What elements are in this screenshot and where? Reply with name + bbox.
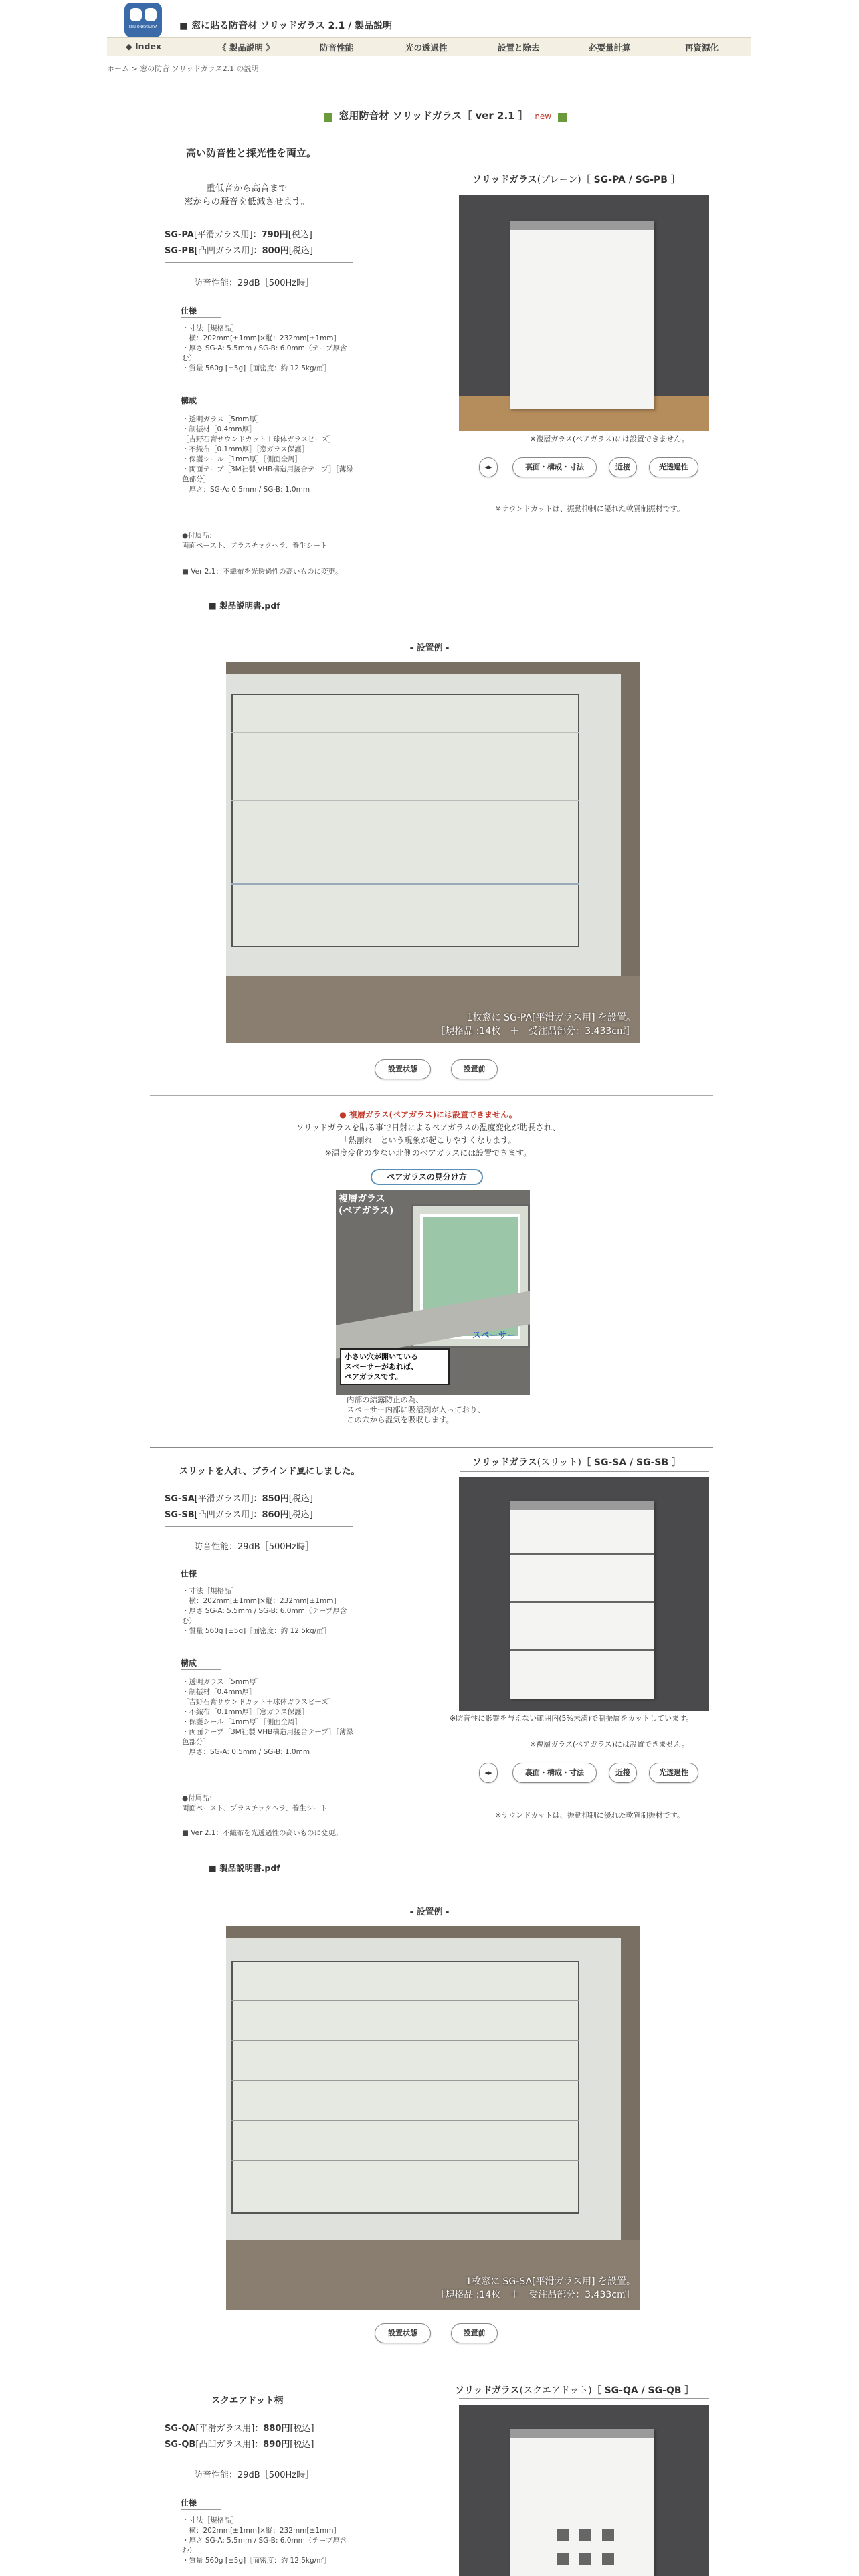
nav-item-recycle[interactable]: 再資源化 xyxy=(685,43,719,53)
price-tax: [税込] xyxy=(290,2424,314,2434)
pair-glass-pill: ペアガラスの見分け方 xyxy=(371,1169,483,1185)
pair-note: ※複層ガラス(ペアガラス)には設置できません。 xyxy=(530,1740,689,1749)
warning-title: ● 複層ガラス(ペアガラス)には設置できません。 xyxy=(339,1110,517,1119)
light-button[interactable]: 光透過性 xyxy=(649,457,698,477)
price-value: ：860円 xyxy=(253,1510,289,1520)
product-variant: (スクエアドット) xyxy=(519,2385,592,2396)
warning-line: ソリッドガラスを貼る事で日射によるペアガラスの温度変化が助長され、 xyxy=(296,1123,561,1132)
soundcut-note: ※サウンドカットは、振動抑制に優れた軟質制振材です。 xyxy=(495,504,684,513)
product-codes: ［ SG-QA / SG-QB ］ xyxy=(591,2385,694,2396)
nav-item-calc[interactable]: 必要量計算 xyxy=(589,43,631,53)
price-code: SG-PA xyxy=(165,230,194,240)
label-line: (ペアガラス) xyxy=(339,1206,394,1216)
price-value: ：890円 xyxy=(254,2440,290,2450)
comp-line: ・制振材［0.4mm厚］ xyxy=(182,425,256,433)
comp-line: ・保護シール［1mm厚］［側面全周］ xyxy=(182,1718,302,1726)
price-tax: [税込] xyxy=(288,1494,313,1504)
main-nav xyxy=(107,37,751,56)
divider xyxy=(460,1471,709,1472)
price-value: ：880円 xyxy=(254,2424,290,2434)
composition-heading: 構成 xyxy=(181,396,197,405)
section-lead: スリットを入れ、ブラインド風にしました。 xyxy=(179,1466,360,1477)
pair-glass-label xyxy=(339,1193,393,1217)
pair-note: ※複層ガラス(ペアガラス)には設置できません。 xyxy=(530,435,689,443)
closeup-button[interactable]: 近接 xyxy=(609,1763,637,1783)
slit-line xyxy=(231,2000,579,2001)
product-name xyxy=(472,1455,681,1469)
price-tax: [税込] xyxy=(288,1510,313,1520)
panel-line xyxy=(231,732,579,733)
divider xyxy=(181,2509,221,2510)
spec-line: ・厚さ SG-A: 5.5mm / SG-B: 6.0mm（テープ厚含む） xyxy=(182,344,347,362)
comp-line: ・不織布［0.1mm厚］［窓ガラス保護］ xyxy=(182,445,309,453)
product-photo-plain xyxy=(459,195,709,431)
price-list xyxy=(165,2421,314,2453)
pair-glass-box xyxy=(340,1348,450,1385)
plain-panel xyxy=(510,221,654,409)
comp-line: ［吉野石膏サウンドカット＋球体ガラスビーズ］ xyxy=(182,1698,336,1706)
sound-performance: 防音性能：29dB［500Hz時］ xyxy=(194,2470,314,2480)
divider xyxy=(459,2398,709,2399)
install-heading: - 設置例 - xyxy=(409,1907,450,1917)
desc-line: この穴から湿気を吸収します。 xyxy=(347,1415,454,1424)
caption-line: ［規格品 :14枚 ＋ 受注品部分：3.433c㎡］ xyxy=(436,2290,636,2300)
logo-text: SEN-ONKYOUSYA xyxy=(128,25,158,29)
product-photo-slit xyxy=(459,1477,709,1711)
spec-list xyxy=(182,2516,357,2566)
label-line: 複層ガラス xyxy=(339,1194,385,1204)
pair-glass-desc xyxy=(347,1395,485,1425)
install-photo-slit xyxy=(226,1926,640,2310)
spec-list xyxy=(182,1586,357,1636)
spec-line: ・寸法［規格品］ xyxy=(182,2516,238,2525)
square-dot xyxy=(579,2529,591,2541)
acc-line: ●付属品： xyxy=(182,532,217,540)
page-title-text: 窓用防音材 ソリッドガラス［ ver 2.1 ］ xyxy=(339,110,529,122)
lead-line: 重低音から高音まで xyxy=(206,183,288,194)
version-note: ■ Ver 2.1：不織布を光透過性の高いものに変更。 xyxy=(182,1829,343,1837)
spec-line: ・質量 560g [±5g]［面密度：約 12.5kg/㎡］ xyxy=(182,1627,331,1635)
price-tax: [税込] xyxy=(288,246,313,256)
box-line: ペアガラスです。 xyxy=(345,1372,403,1381)
nav-item-index[interactable]: ◆ Index xyxy=(126,41,162,51)
version-note: ■ Ver 2.1：不織布を光透過性の高いものに変更。 xyxy=(182,568,343,576)
comp-line: ・両面テープ［3M社製 VHB構造用接合テープ］［薄緑色部分］ xyxy=(182,1728,353,1746)
accessories xyxy=(182,1794,357,1814)
closeup-button[interactable]: 近接 xyxy=(609,457,637,477)
green-square-icon xyxy=(558,113,567,122)
comp-line: ・透明ガラス［5mm厚］ xyxy=(182,1678,264,1686)
breadcrumb[interactable]: ホーム > 窓の防音 ソリッドガラス2.1 の説明 xyxy=(107,64,259,73)
slit-panel xyxy=(510,1501,654,1699)
square-dot xyxy=(557,2553,569,2565)
accessories xyxy=(182,531,357,551)
panel-edge xyxy=(510,1501,654,1510)
page-title xyxy=(324,108,567,122)
logo-face-left-icon xyxy=(130,8,142,21)
warning-line: ※温度変化の少ない北側のペアガラスには設置できます。 xyxy=(324,1148,532,1158)
nav-item-product[interactable]: 《 製品説明 》 xyxy=(218,43,274,53)
spec-line: ・寸法［規格品］ xyxy=(182,1587,238,1595)
acc-line: 両面ペースト、プラスチックヘラ、養生シート xyxy=(182,542,328,550)
price-type: [平滑ガラス用] xyxy=(193,230,253,240)
spec-heading: 仕様 xyxy=(181,2498,197,2508)
sound-performance: 防音性能：29dB［500Hz時］ xyxy=(194,1542,314,1552)
spec-list xyxy=(182,324,357,374)
nav-item-performance[interactable]: 防音性能 xyxy=(320,43,354,53)
panel-line xyxy=(231,883,579,885)
acc-line: ●付属品： xyxy=(182,1794,217,1802)
panel-line xyxy=(231,800,579,801)
price-tax: [税込] xyxy=(288,230,312,240)
spec-line: 横：202mm[±1mm]×縦：232mm[±1mm] xyxy=(182,1597,337,1605)
composition-list xyxy=(182,415,357,495)
product-name xyxy=(472,173,680,186)
price-type: [凸凹ガラス用] xyxy=(195,2440,255,2450)
arrows-button[interactable]: ◂▸ xyxy=(479,1763,498,1783)
lead-line: 窓からの騒音を低減させます。 xyxy=(184,197,310,207)
site-logo[interactable] xyxy=(124,3,162,37)
slit-line xyxy=(510,1553,654,1555)
price-code: SG-SB xyxy=(165,1510,195,1520)
before-install-button[interactable]: 設置前 xyxy=(451,2323,498,2343)
pdf-link[interactable]: ■ 製品説明書.pdf xyxy=(209,601,280,611)
square-dot xyxy=(602,2529,614,2541)
spec-line: ・質量 560g [±5g]［面密度：約 12.5kg/㎡］ xyxy=(182,2557,331,2565)
spec-line: 横：202mm[±1mm]×縦：232mm[±1mm] xyxy=(182,334,337,342)
installed-state-button[interactable]: 設置状態 xyxy=(375,2323,431,2343)
square-dot xyxy=(557,2529,569,2541)
comp-line: ・制振材［0.4mm厚］ xyxy=(182,1688,256,1696)
panel-edge xyxy=(510,2429,654,2438)
square-dot xyxy=(602,2553,614,2565)
section-lead: スクエアドット柄 xyxy=(211,2395,284,2406)
install-photo-plain xyxy=(226,662,640,1043)
arrows-button[interactable]: ◂▸ xyxy=(479,457,498,477)
comp-line: 厚さ：SG-A: 0.5mm / SG-B: 1.0mm xyxy=(182,1748,310,1756)
spec-line: ・質量 560g [±5g]［面密度：約 12.5kg/㎡］ xyxy=(182,364,331,372)
nav-item-install[interactable]: 設置と除去 xyxy=(498,43,540,53)
window-glass xyxy=(231,1961,579,2214)
spec-line: ・寸法［規格品］ xyxy=(182,324,238,332)
composition-heading: 構成 xyxy=(181,1658,197,1668)
pair-glass-warning xyxy=(227,1109,629,1160)
comp-line: ・透明ガラス［5mm厚］ xyxy=(182,415,264,423)
desc-line: 内部の結露防止の為、 xyxy=(347,1395,423,1404)
composition-list xyxy=(182,1677,357,1757)
slit-line xyxy=(510,1601,654,1603)
comp-line: ［吉野石膏サウンドカット＋球体ガラスビーズ］ xyxy=(182,435,336,443)
product-variant: (スリット) xyxy=(537,1457,581,1468)
catchcopy: 高い防音性と採光性を両立。 xyxy=(186,147,317,159)
divider xyxy=(181,1669,221,1670)
product-variant: (プレーン) xyxy=(537,175,581,185)
divider xyxy=(165,1526,353,1527)
spec-line: 横：202mm[±1mm]×縦：232mm[±1mm] xyxy=(182,2527,337,2535)
price-value: ：850円 xyxy=(253,1494,289,1504)
box-line: 小さい穴が開いている xyxy=(345,1352,418,1361)
pdf-link[interactable]: ■ 製品説明書.pdf xyxy=(209,1863,280,1873)
square-dot xyxy=(579,2553,591,2565)
slit-line xyxy=(231,2040,579,2041)
site-title: ■ 窓に貼る防音材 ソリッドガラス 2.1 / 製品説明 xyxy=(179,21,393,31)
price-code: SG-SA xyxy=(165,1494,195,1504)
price-code: SG-QA xyxy=(165,2424,196,2434)
product-photo-square xyxy=(459,2405,709,2576)
back-structure-button[interactable]: 裏面・構成・寸法 xyxy=(512,457,597,477)
product-name-text: ソリッドガラス xyxy=(472,1457,537,1468)
divider xyxy=(165,262,353,263)
sound-performance: 防音性能：29dB［500Hz時］ xyxy=(194,278,314,288)
divider xyxy=(150,1095,713,1096)
square-panel xyxy=(510,2429,654,2576)
divider xyxy=(150,1447,713,1448)
price-value: ：790円 xyxy=(252,230,288,240)
price-type: [凸凹ガラス用] xyxy=(194,1510,254,1520)
desc-line: スペーサー内部に吸湿剤が入っており、 xyxy=(347,1405,485,1414)
price-list xyxy=(165,1491,313,1523)
price-code: SG-QB xyxy=(165,2440,196,2450)
price-code: SG-PB xyxy=(165,246,195,256)
light-button[interactable]: 光透過性 xyxy=(649,1763,698,1783)
panel-edge xyxy=(510,221,654,230)
caption-line: 1枚窓に SG-SA[平滑ガラス用] を設置。 xyxy=(466,2276,636,2287)
spec-line: ・厚さ SG-A: 5.5mm / SG-B: 6.0mm（テープ厚含む） xyxy=(182,2537,347,2555)
price-list xyxy=(165,227,313,259)
comp-line: ・両面テープ［3M社製 VHB構造用接合テープ］［薄緑色部分］ xyxy=(182,465,353,484)
box-line: スペーサーがあれば、 xyxy=(345,1362,418,1371)
install-heading: - 設置例 - xyxy=(409,643,450,653)
product-codes: ［ SG-PA / SG-PB ］ xyxy=(581,175,680,185)
spec-line: ・厚さ SG-A: 5.5mm / SG-B: 6.0mm（テープ厚含む） xyxy=(182,1607,347,1625)
comp-line: 厚さ：SG-A: 0.5mm / SG-B: 1.0mm xyxy=(182,486,310,494)
caption-line: 1枚窓に SG-PA[平滑ガラス用] を設置。 xyxy=(466,1012,636,1023)
divider xyxy=(181,317,221,318)
price-type: [平滑ガラス用] xyxy=(195,2424,255,2434)
warning-line: 「熱割れ」という現象が起こりやすくなります。 xyxy=(340,1136,516,1145)
spec-heading: 仕様 xyxy=(181,1569,197,1578)
price-type: [凸凹ガラス用] xyxy=(194,246,254,256)
product-name xyxy=(455,2383,694,2397)
slit-note: ※防音性に影響を与えない範囲内(5%未満)で制振層をカットしています。 xyxy=(450,1714,694,1723)
back-structure-button[interactable]: 裏面・構成・寸法 xyxy=(512,1763,597,1783)
install-caption xyxy=(436,2275,636,2302)
slit-line xyxy=(510,1649,654,1651)
comp-line: ・不織布［0.1mm厚］［窓ガラス保護］ xyxy=(182,1708,309,1716)
comp-line: ・保護シール［1mm厚］［側面全周］ xyxy=(182,455,302,463)
product-name-text: ソリッドガラス xyxy=(472,175,537,185)
price-type: [平滑ガラス用] xyxy=(194,1494,254,1504)
green-square-icon xyxy=(324,113,332,122)
spec-heading: 仕様 xyxy=(181,306,197,316)
pair-glass-photo xyxy=(336,1190,530,1395)
acc-line: 両面ペースト、プラスチックヘラ、養生シート xyxy=(182,1804,328,1812)
product-name-text: ソリッドガラス xyxy=(455,2385,520,2396)
spacer-label: スペーサー xyxy=(472,1331,516,1341)
new-badge: new xyxy=(535,112,552,121)
logo-face-right-icon xyxy=(145,8,157,21)
price-tax: [税込] xyxy=(290,2440,314,2450)
install-caption xyxy=(436,1011,636,1038)
slit-line xyxy=(231,2080,579,2081)
product-codes: ［ SG-SA / SG-SB ］ xyxy=(581,1457,682,1468)
slit-line xyxy=(231,2160,579,2161)
installed-state-button[interactable]: 設置状態 xyxy=(375,1059,431,1079)
slit-line xyxy=(231,2120,579,2121)
nav-item-light[interactable]: 光の透過性 xyxy=(405,43,448,53)
soundcut-note: ※サウンドカットは、振動抑制に優れた軟質制振材です。 xyxy=(495,1811,684,1820)
caption-line: ［規格品 :14枚 ＋ 受注品部分：3.433c㎡］ xyxy=(436,1026,636,1037)
section-lead xyxy=(165,182,329,209)
before-install-button[interactable]: 設置前 xyxy=(451,1059,498,1079)
price-value: ：800円 xyxy=(253,246,289,256)
